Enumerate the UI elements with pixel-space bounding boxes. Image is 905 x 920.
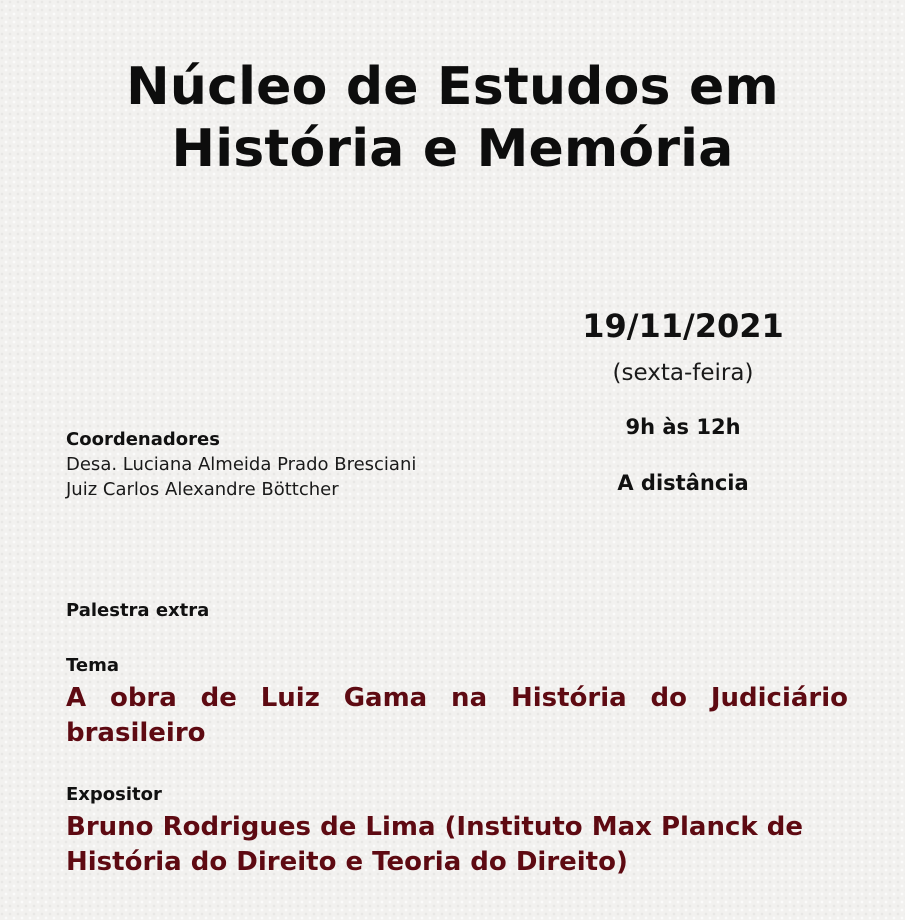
coordinators-section xyxy=(66,428,536,502)
event-info xyxy=(540,304,826,497)
coordinator-name: Juiz Carlos Alexandre Böttcher xyxy=(66,479,339,500)
topic-text: A obra de Luiz Gama na História do Judiciário brasileiro xyxy=(66,683,848,748)
event-mode: A distância xyxy=(617,471,749,495)
page-title xyxy=(0,56,905,180)
speaker-text xyxy=(66,810,866,880)
coordinators-heading: Coordenadores xyxy=(66,429,220,450)
speaker-line-1: Bruno Rodrigues de Lima (Instituto Max Planck de xyxy=(66,812,803,842)
event-time: 9h às 12h xyxy=(625,415,741,439)
coordinator-name: Desa. Luciana Almeida Prado Bresciani xyxy=(66,454,417,475)
speaker-line-2: História do Direito e Teoria do Direito) xyxy=(66,847,628,877)
lecture-label: Palestra extra xyxy=(66,600,210,621)
title-line-1: Núcleo de Estudos em xyxy=(126,57,779,117)
title-line-2: História e Memória xyxy=(171,119,734,179)
speaker-label: Expositor xyxy=(66,784,162,805)
event-weekday: (sexta-feira) xyxy=(612,360,754,386)
event-date: 19/11/2021 xyxy=(582,307,784,345)
topic-label: Tema xyxy=(66,655,119,676)
